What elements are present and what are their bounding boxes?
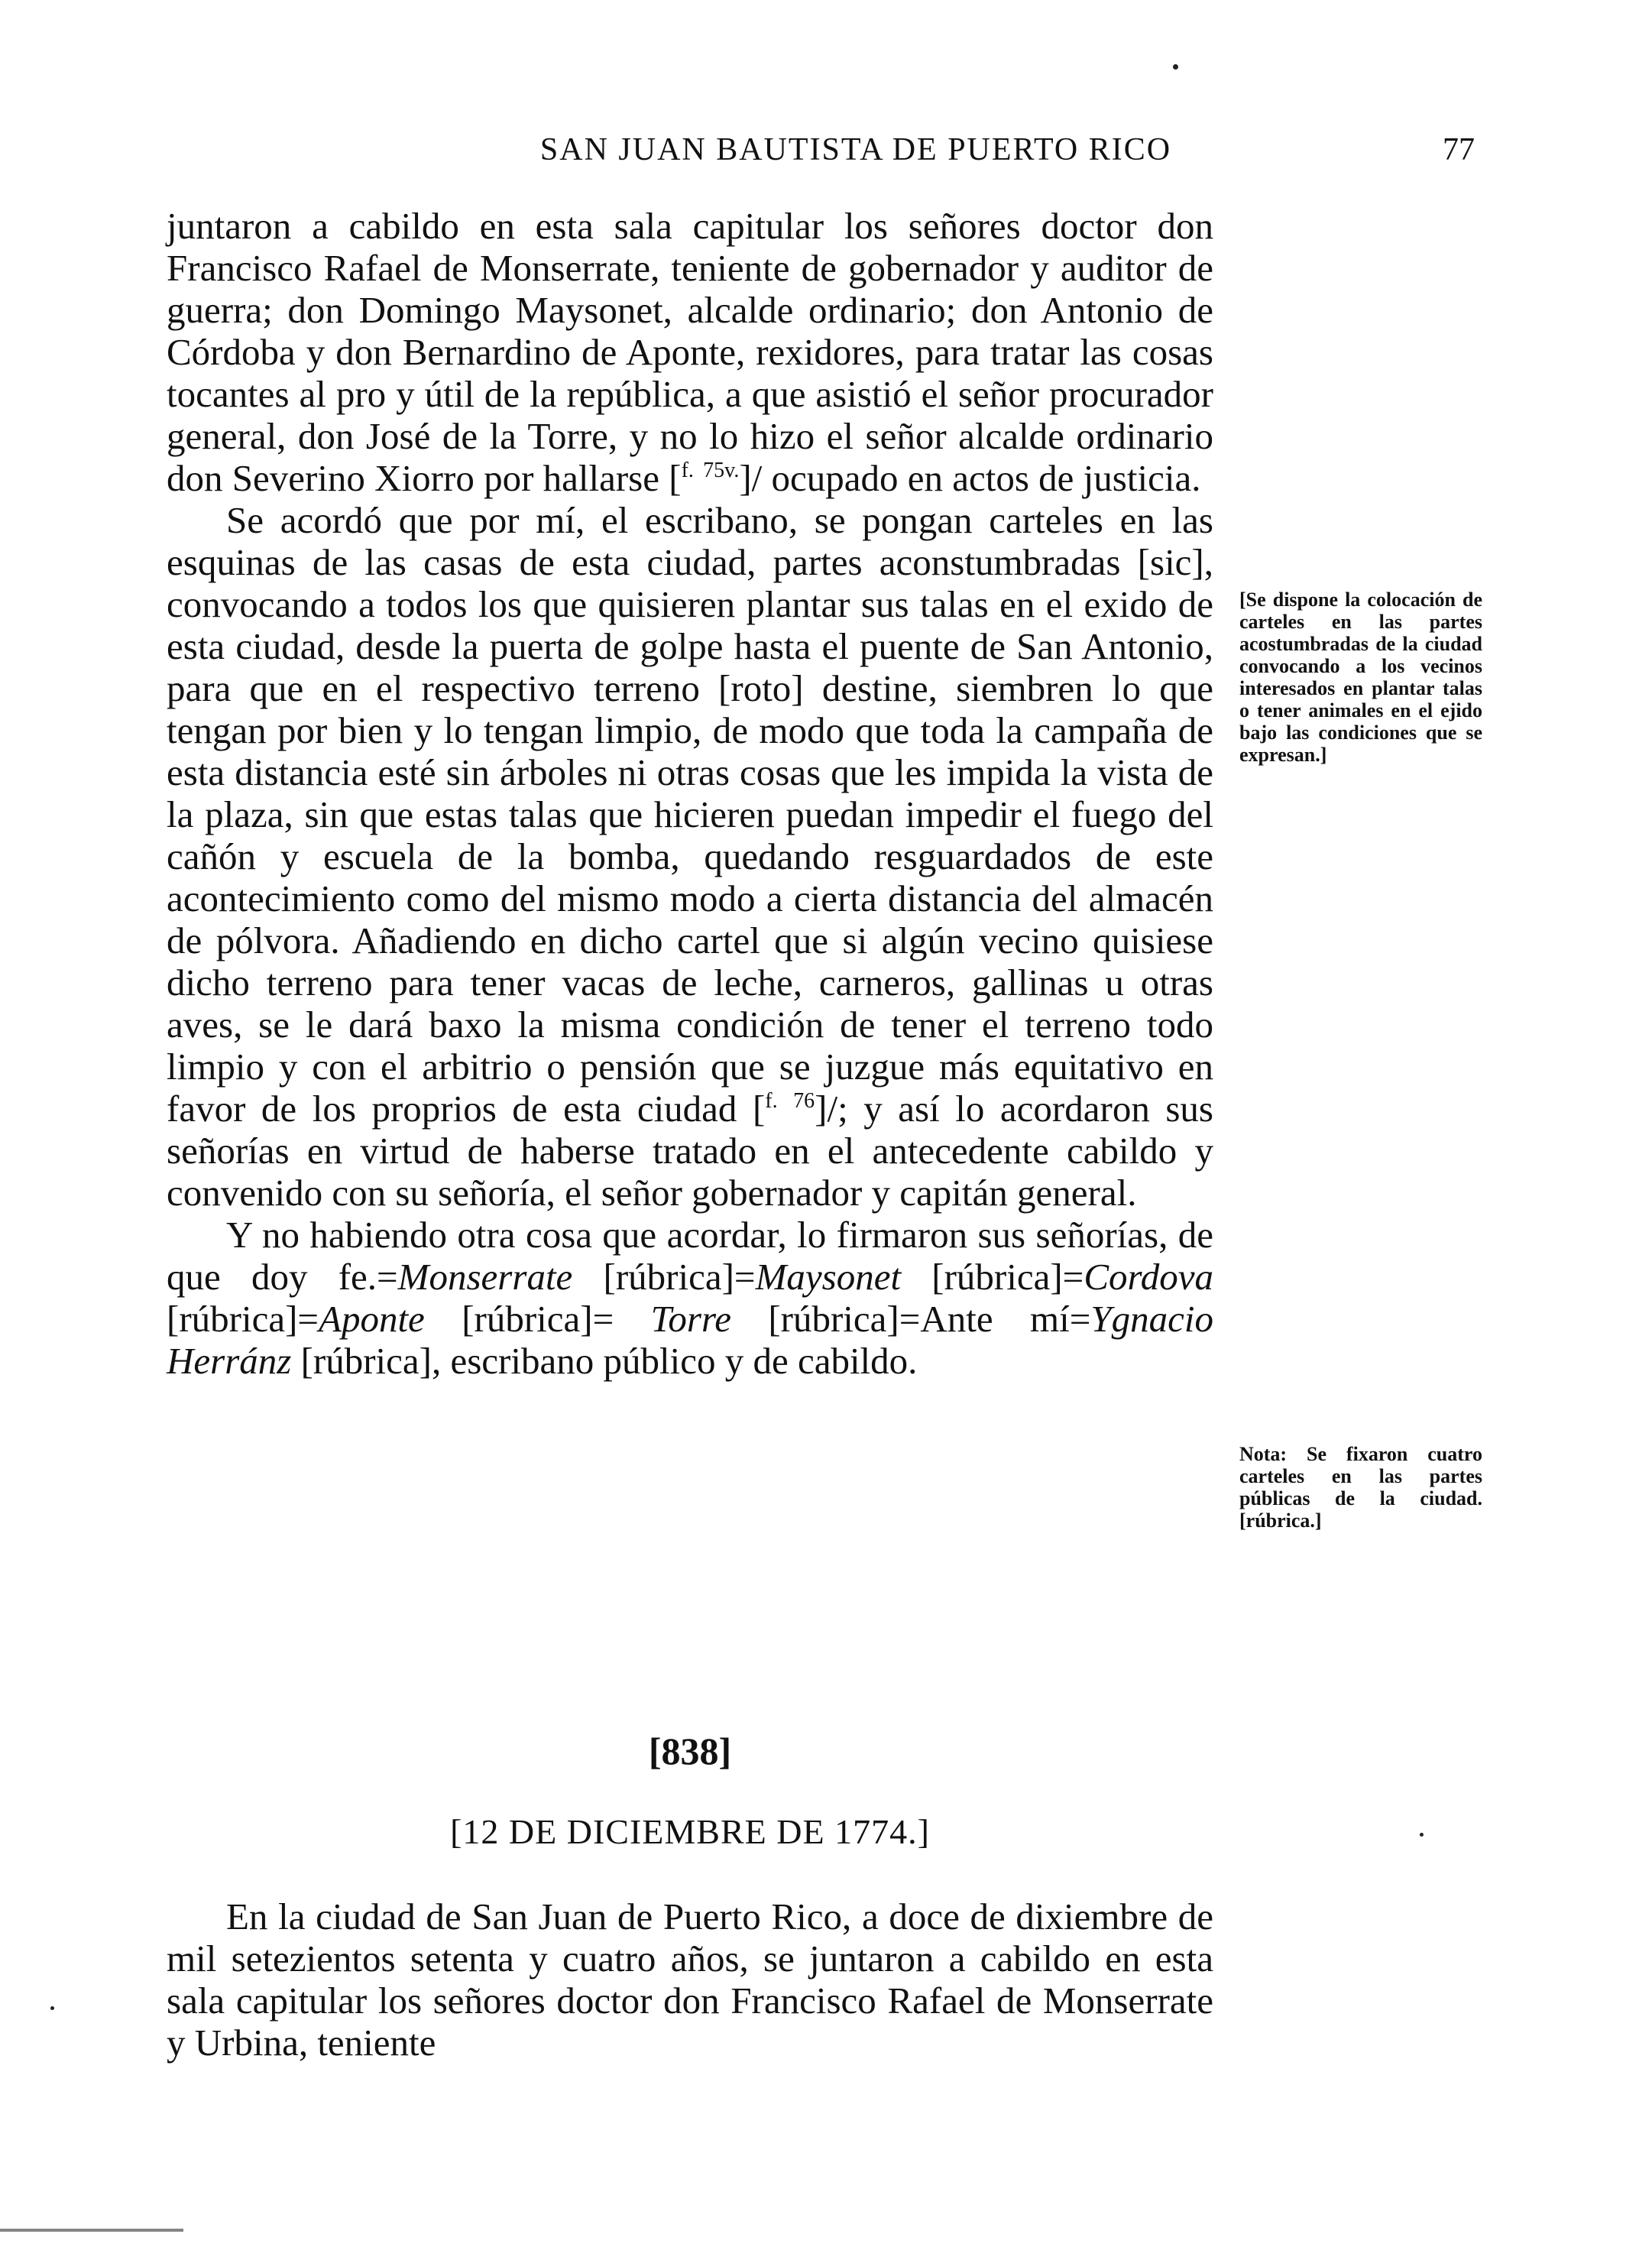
scan-speck [1420, 1833, 1424, 1837]
folio-ref: 75v. [703, 459, 740, 482]
scan-speck [50, 2006, 54, 2010]
sig-text: [rúbrica]=Ante mí= [730, 1298, 1091, 1340]
folio-ref: 76 [793, 1089, 815, 1113]
main-text-block-2 [167, 1895, 1213, 2064]
paragraph-4: En la ciudad de San Juan de Puerto Rico, a doce de dixiembre de mil setezientos setenta y cuatro años, se juntaron a cabildo en esta sala capitular los señores doctor don Francisco Rafael de Monserrate y Urbina, teniente [167, 1895, 1213, 2064]
paragraph-1 [167, 205, 1213, 499]
margin-note-1: [Se dispone la colocación de carteles en las partes acostumbradas de la ciudad convocando a los vecinos interesados en plantar talas o tener animales en el ejido bajo las condiciones que se expresan.] [1239, 588, 1482, 766]
signatory-name: Cordova [1084, 1256, 1213, 1298]
paragraph-2-text: Se acordó que por mí, el escribano, se pongan carteles en las esquinas de las casas de esta ciudad, partes aconstumbradas [sic], convocando a todos los que quisieren plantar sus talas en el exido de esta ciudad, desde la puerta de golpe hasta el puente de San Antonio, para que en el respectivo terreno [roto] destine, siembren lo que tengan por bien y lo tengan limpio, de modo que toda la campaña de esta distancia esté sin árboles ni otras cosas que les impida la vista de la plaza, sin que estas talas que hicieren puedan impedir el fuego del cañón y escuela de la bomba, quedando resguardados de este acontecimiento como del mismo modo a cierta distancia del almacén de pólvora. Añadiendo en dicho cartel que si algún vecino quisiese dicho terreno para tener vacas de leche, carneros, gallinas u otras aves, se le dará baxo la misma condición de tener el terreno todo limpio y con el arbitrio o pensión que se juzgue más equitativo en favor de los proprios de esta ciudad [ [167, 499, 1213, 1130]
sig-text: Y no habiendo otra cosa que acordar, lo firmaron sus señorías, de que doy fe.= [167, 1214, 1213, 1298]
sig-text: [rúbrica]= [424, 1298, 651, 1340]
signatory-name: Monserrate [397, 1256, 573, 1298]
scan-speck [1173, 64, 1178, 70]
document-number: [838] [648, 1730, 732, 1772]
page-number: 77 [1443, 132, 1475, 167]
paragraph-2 [167, 499, 1213, 1214]
sig-text: [rúbrica]= [167, 1298, 319, 1340]
paragraph-1-text: juntaron a cabildo en esta sala capitular los señores doctor don Francisco Rafael de Monserrate, teniente de gobernador y auditor de guerra; don Domingo Maysonet, alcalde ordinario; don Antonio de Córdoba y don Bernardino de Aponte, rexidores, para tratar las cosas tocantes al pro y útil de la república, a que asistió el señor procurador general, don José de la Torre, y no lo hizo el señor alcalde ordinario don Severino Xiorro por hallarse [ [167, 205, 1213, 499]
main-text-block-1 [167, 205, 1213, 1382]
document-date: [12 DE DICIEMBRE DE 1774.] [450, 1812, 930, 1851]
paragraph-3-signatures [167, 1214, 1213, 1382]
folio-marker: f. [765, 1089, 778, 1113]
signatory-name: Ygnacio Herránz [167, 1298, 1213, 1382]
scan-edge-line [0, 2229, 183, 2232]
sig-text: [rúbrica]= [901, 1256, 1084, 1298]
running-head: SAN JUAN BAUTISTA DE PUERTO RICO [539, 132, 1172, 167]
sig-text: [rúbrica]= [572, 1256, 756, 1298]
signatory-name: Torre [650, 1298, 731, 1340]
sig-text: [rúbrica], escribano público y de cabildo. [291, 1340, 918, 1382]
paragraph-1-end: ]/ ocupado en actos de justicia. [739, 457, 1201, 499]
signatory-name: Maysonet [755, 1256, 902, 1298]
signatory-name: Aponte [319, 1298, 425, 1340]
margin-note-2: Nota: Se fixaron cuatro carteles en las partes públicas de la ciudad. [rúbrica.] [1239, 1443, 1482, 1532]
paragraph-2-end: ]/; y así lo acordaron sus señorías en virtud de haberse tratado en el antecedente cabildo y convenido con su señoría, el señor gobernador y capitán general. [167, 1088, 1213, 1214]
folio-marker: f. [681, 459, 694, 482]
